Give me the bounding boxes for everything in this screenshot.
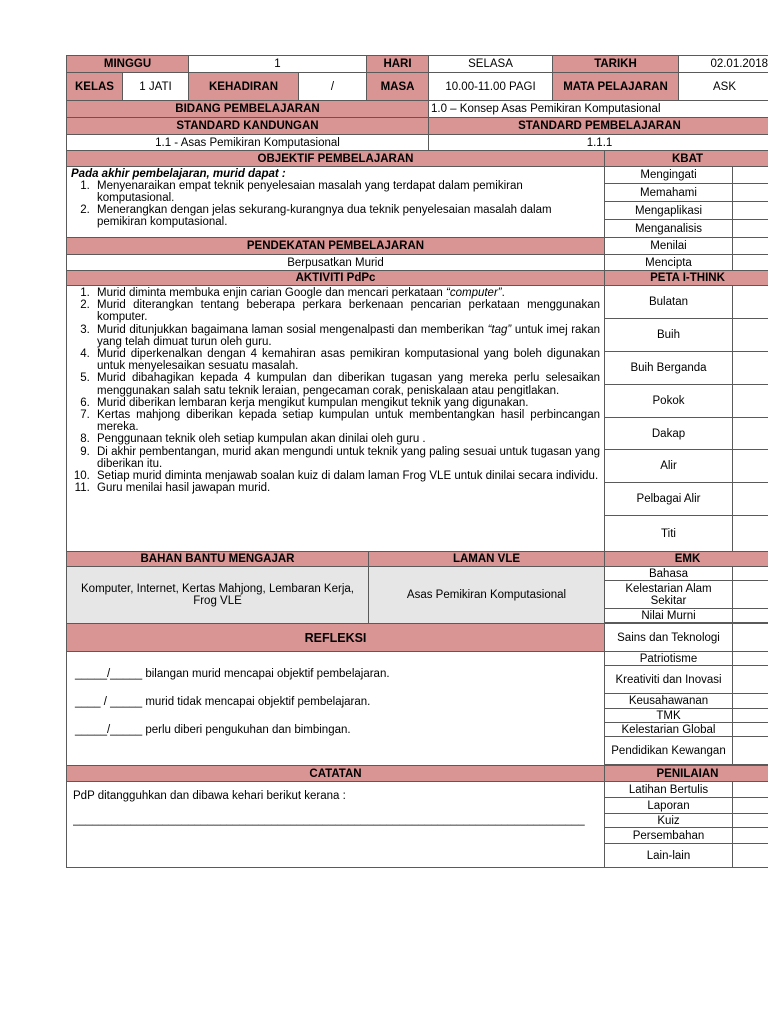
kbat-check [733,167,768,184]
minggu-value: 1 [189,56,367,73]
emk-item: Kreativiti dan Inovasi [605,666,733,694]
kehadiran-value: / [299,73,367,101]
emk-check [733,567,768,581]
emk-label: EMK [605,552,768,567]
emk-item: Sains dan Teknologi [605,624,733,652]
aktiviti-item-text: Setiap murid diminta menjawab soalan kuiz di dalam laman Frog VLE untuk dinilai secara individu. [97,470,599,483]
hari-value: SELASA [429,56,553,73]
vle-label: LAMAN VLE [369,552,605,567]
aktiviti-item-text: Murid diterangkan tentang beberapa perkara berkenaan pencarian perkataan menggunakan komputer. [97,299,600,324]
aktiviti-item [93,470,600,482]
refleksi-line: _____/_____ perlu diberi pengukuhan dan bimbingan. [75,724,351,736]
emk-item: Kelestarian Alam Sekitar [605,581,733,609]
peta-check [733,385,768,418]
aktiviti-item [93,287,600,299]
standard-kandungan-value: 1.1 - Asas Pemikiran Komputasional [67,135,429,152]
aktiviti-item [93,397,600,409]
peta-check [733,418,768,450]
penilaian-item: Laporan [605,798,733,814]
refleksi-line: _____/_____ bilangan murid mencapai objektif pembelajaran. [75,668,390,680]
emk-check [733,581,768,609]
emk-item: Patriotisme [605,652,733,666]
aktiviti-item [93,324,600,348]
emk-check [733,694,768,709]
aktiviti-item [93,409,600,433]
emk-check [733,652,768,666]
refleksi-content [67,652,605,766]
peta-item: Bulatan [605,286,733,319]
aktiviti-item-text: Penggunaan teknik oleh setiap kumpulan akan dinilai oleh guru . [97,433,426,446]
penilaian-check [733,844,768,868]
tarikh-value: 02.01.2018 [679,56,768,73]
emk-item: Keusahawanan [605,694,733,709]
kbat-check [733,220,768,238]
peta-item: Titi [605,516,733,552]
aktiviti-item-text: Di akhir pembentangan, murid akan mengundi untuk teknik yang paling sesuai untuk tugasan yang diberikan itu. [97,445,600,470]
kbat-item: Memahami [605,184,733,202]
penilaian-check [733,828,768,844]
aktiviti-item-text: Murid dibahagikan kepada 4 kumpulan dan diberikan tugasan yang mereka perlu selesaikan menggunakan salah satu teknik leraian, pengecaman corak, peniskalaan atau pengitlakan. [97,372,600,397]
masa-label: MASA [367,73,429,101]
peta-item: Alir [605,450,733,483]
objektif-label: OBJEKTIF PEMBELAJARAN [67,151,605,167]
bbm-label: BAHAN BANTU MENGAJAR [67,552,369,567]
peta-label: PETA I-THINK [605,271,768,286]
bidang-value: 1.0 – Konsep Asas Pemikiran Komputasional [429,101,768,118]
standard-pembelajaran-label: STANDARD PEMBELAJARAN [429,118,768,135]
emk-item: Kelestarian Global [605,723,733,737]
mata-pelajaran-label: MATA PELAJARAN [553,73,679,101]
kbat-check [733,184,768,202]
aktiviti-label: AKTIVITI PdPc [67,271,605,286]
kbat-check [733,238,768,255]
aktiviti-item-text: Kertas mahjong diberikan kepada setiap kumpulan untuk membentangkan hasil perbincangan mereka. [97,409,600,434]
kbat-check [733,255,768,271]
kbat-item: Mengaplikasi [605,202,733,220]
objektif-content [67,167,605,238]
emk-check [733,723,768,737]
aktiviti-item-emphasis: “computer” [446,287,502,299]
penilaian-check [733,782,768,798]
peta-item: Buih [605,319,733,352]
lesson-body-table [66,150,768,868]
tarikh-label: TARIKH [553,56,679,73]
kbat-item: Mengingati [605,167,733,184]
standard-pembelajaran-value: 1.1.1 [429,135,768,152]
emk-check [733,737,768,765]
aktiviti-item [93,446,600,470]
peta-check [733,516,768,552]
kelas-label: KELAS [67,73,123,101]
aktiviti-item [93,348,600,372]
peta-check [733,483,768,516]
penilaian-item: Kuiz [605,814,733,828]
objektif-item: 1. Menyenaraikan empat teknik penyelesaian masalah yang terdapat dalam pemikiran komputasional. [93,180,600,204]
aktiviti-item-text: Murid diminta membuka enjin carian Google dan mencari perkataan [97,287,447,299]
kbat-check [733,202,768,220]
emk-item: Nilai Murni [605,609,733,623]
aktiviti-content [67,286,605,552]
pendekatan-value: Berpusatkan Murid [67,255,605,271]
aktiviti-item [93,482,600,494]
emk-check [733,709,768,723]
penilaian-item: Lain-lain [605,844,733,868]
objektif-intro: Pada akhir pembelajaran, murid dapat : [71,168,286,180]
standard-kandungan-label: STANDARD KANDUNGAN [67,118,429,135]
aktiviti-item-text: Murid diberikan lembaran kerja mengikut kumpulan mengikut teknik yang digunakan. [97,396,529,409]
peta-item: Pelbagai Alir [605,483,733,516]
aktiviti-item-emphasis: “tag” [487,323,512,336]
mata-pelajaran-value: ASK [679,73,768,101]
hari-label: HARI [367,56,429,73]
minggu-label: MINGGU [67,56,189,73]
penilaian-item: Latihan Bertulis [605,782,733,798]
peta-check [733,286,768,319]
emk-check [733,624,768,652]
peta-check [733,450,768,483]
masa-value: 10.00-11.00 PAGI [429,73,553,101]
aktiviti-item-text: untuk imej rakan yang telah dimuat turun oleh guru. [97,323,600,348]
peta-item: Pokok [605,385,733,418]
penilaian-label: PENILAIAN [605,766,768,782]
peta-check [733,319,768,352]
objektif-item: 2. Menerangkan dengan jelas sekurang-kurangnya dua teknik penyelesaian masalah dalam pemikiran komputasional. [93,204,600,228]
bidang-label: BIDANG PEMBELAJARAN [67,101,429,118]
aktiviti-item-text: . [501,287,505,299]
kbat-item: Mencipta [605,255,733,271]
emk-item: Pendidikan Kewangan [605,737,733,765]
aktiviti-item-text: Murid ditunjukkan bagaimana laman sosial mengenalpasti dan memberikan [97,323,488,336]
kehadiran-label: KEHADIRAN [189,73,299,101]
bbm-value: Komputer, Internet, Kertas Mahjong, Lembaran Kerja, Frog VLE [67,567,369,624]
kbat-item: Menganalisis [605,220,733,238]
catatan-line: ________________________________________________________________________________ [73,814,585,826]
peta-item: Buih Berganda [605,352,733,385]
emk-item: Bahasa [605,567,733,581]
header-table-grid [66,55,768,152]
vle-value: Asas Pemikiran Komputasional [369,567,605,624]
aktiviti-item-text: Murid diperkenalkan dengan 4 kemahiran asas pemikiran komputasional yang boleh digunakan untuk menyelesaikan sesuatu masalah. [97,348,600,373]
emk-check [733,666,768,694]
penilaian-check [733,814,768,828]
aktiviti-list [71,287,600,494]
kelas-value: 1 JATI [123,73,189,101]
kbat-item: Menilai [605,238,733,255]
refleksi-line: ____ / _____ murid tidak mencapai objektif pembelajaran. [75,696,371,708]
kbat-label: KBAT [605,151,768,167]
emk-check [733,609,768,623]
peta-check [733,352,768,385]
emk-item: TMK [605,709,733,723]
catatan-text: PdP ditangguhkan dan dibawa kehari berikut kerana : [73,790,346,802]
aktiviti-item [93,433,600,445]
penilaian-check [733,798,768,814]
aktiviti-item [93,372,600,396]
penilaian-item: Persembahan [605,828,733,844]
catatan-content [67,782,605,868]
peta-item: Dakap [605,418,733,450]
aktiviti-item-text: Guru menilai hasil jawapan murid. [97,482,271,495]
objektif-list [71,180,600,228]
pendekatan-label: PENDEKATAN PEMBELAJARAN [67,238,605,255]
refleksi-label: REFLEKSI [67,624,605,652]
catatan-label: CATATAN [67,766,605,782]
aktiviti-item [93,299,600,323]
